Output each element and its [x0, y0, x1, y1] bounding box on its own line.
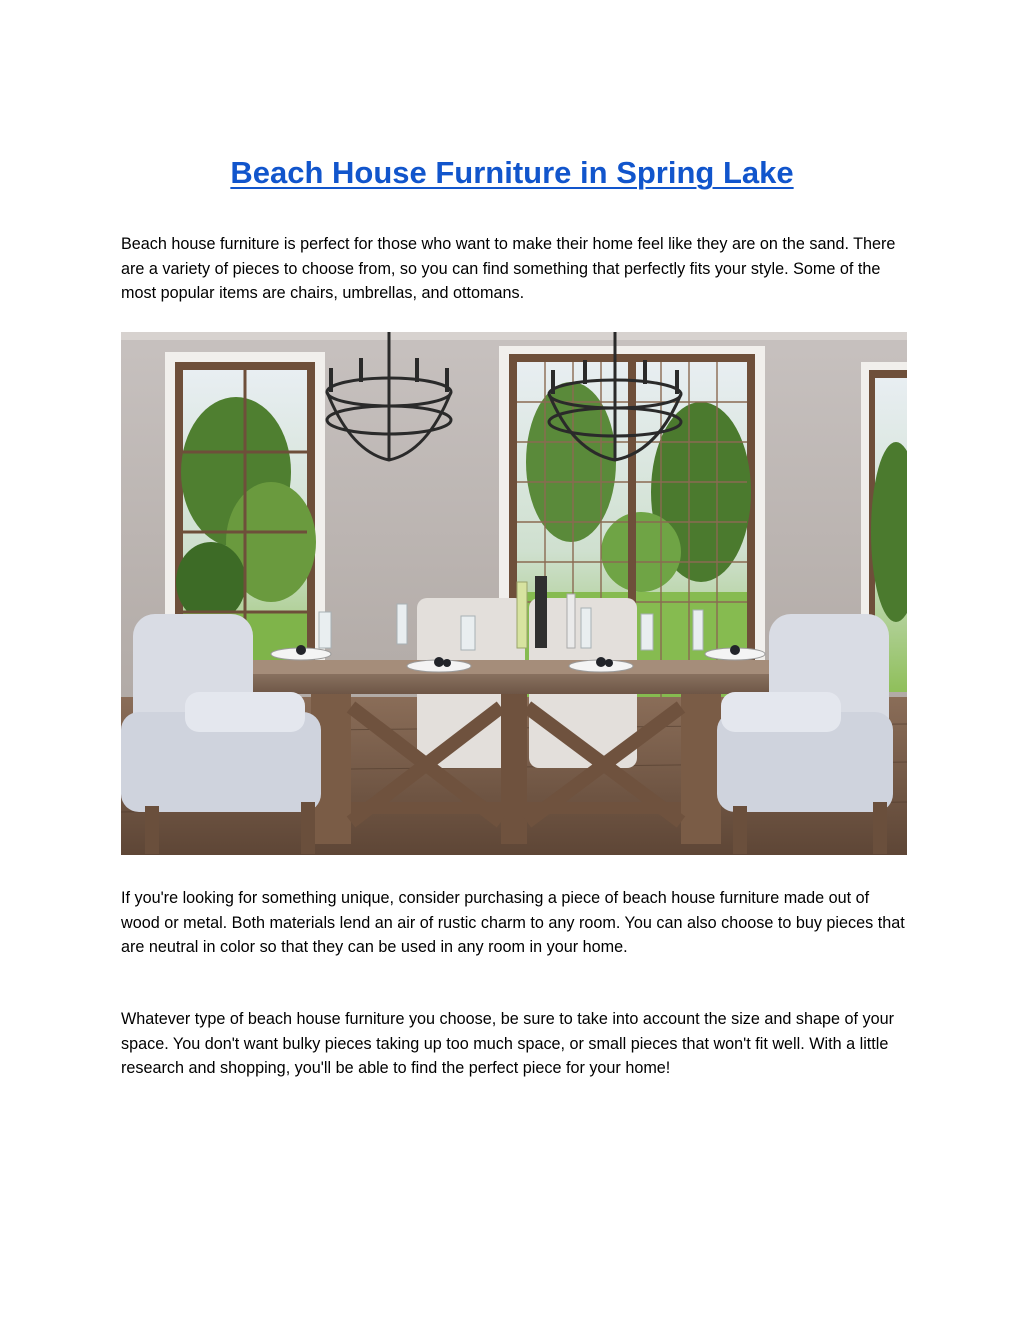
page-title[interactable]: Beach House Furniture in Spring Lake [230, 155, 794, 190]
sizing-paragraph: Whatever type of beach house furniture you choose, be sure to take into account the size and shape of your space. You don't want bulky pieces taking up too much space, or small pieces that won't fit well. With a little research and shopping, you'll be able to find the perfect piece for your home! [121, 1010, 894, 1077]
intro-paragraph: Beach house furniture is perfect for those who want to make their home feel like they are on the sand. There are a variety of pieces to choose from, so you can find something that perfectly fits your style. Some of the most popular items are chairs, umbrellas, and ottomans. [121, 235, 896, 302]
materials-paragraph: If you're looking for something unique, consider purchasing a piece of beach house furniture made out of wood or metal. Both materials lend an air of rustic charm to any room. You can also choose to buy pieces that are neutral in color so that they can be used in any room in your home. [121, 889, 905, 956]
dining-room-photo [121, 332, 907, 855]
